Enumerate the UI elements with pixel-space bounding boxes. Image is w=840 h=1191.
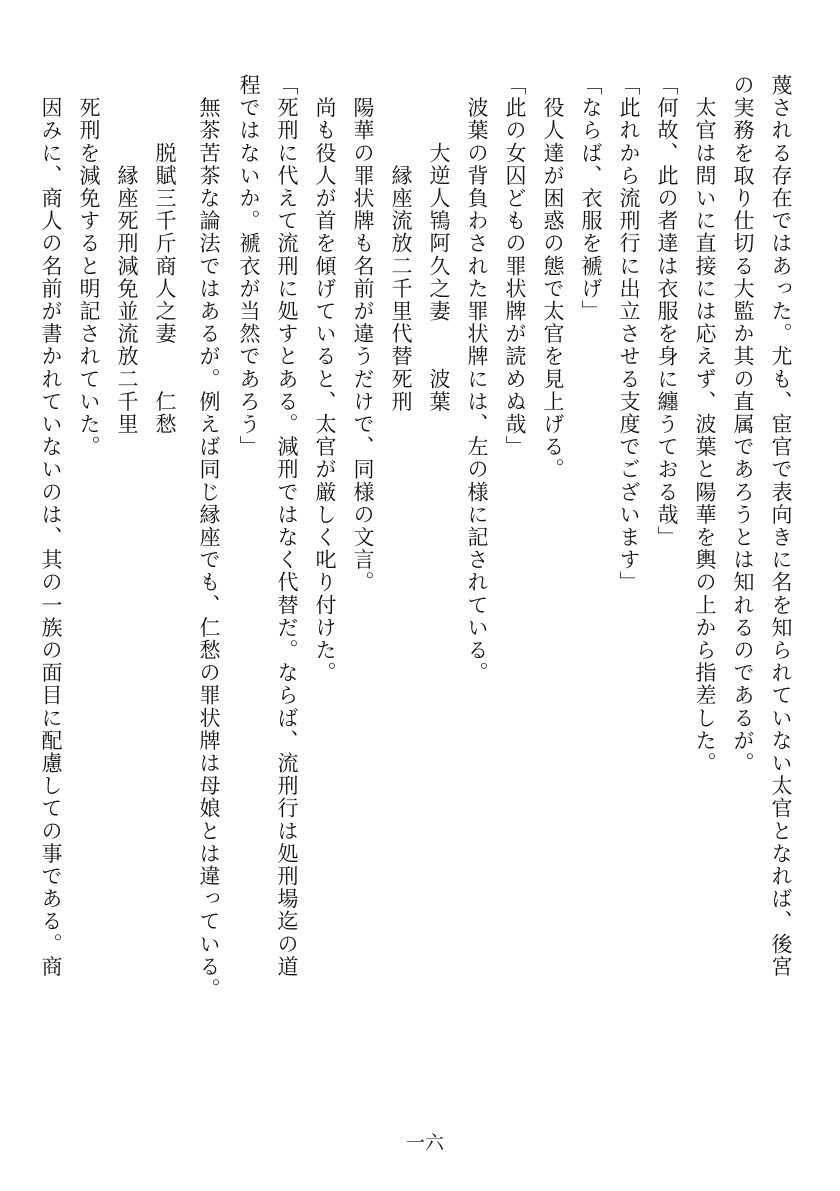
text-line: 程ではないか。褫衣が当然であろう」 xyxy=(237,74,261,459)
text-line: 役人達が困惑の態で太官を見上げる。 xyxy=(541,74,565,481)
text-line: 縁座死刑減免並流放二千里 xyxy=(115,74,139,436)
text-line: 「此れから流刑行に出立させる支度でございます」 xyxy=(617,74,641,594)
text-line: 「ならば、衣服を褫げ」 xyxy=(579,74,603,323)
text-line: 「死刑に代えて流刑に処すとある。減刑ではなく代替だ。ならば、流刑行は処刑場迄の道 xyxy=(275,74,299,978)
page-number: 一六 xyxy=(405,1132,444,1154)
text-line: 「此の女囚どもの罪状牌が読めぬ哉」 xyxy=(503,74,527,459)
text-line: 尚も役人が首を傾げていると、太官が厳しく叱り付けた。 xyxy=(313,74,337,685)
text-line: 大逆人鴇阿久之妻 波葉 xyxy=(427,74,451,413)
text-line: 「何故、此の者達は衣服を身に纏うておる哉」 xyxy=(655,74,679,549)
text-line: 死刑を減免すると明記されていた。 xyxy=(77,74,101,459)
text-line: 波葉の背負わされた罪状牌には、左の様に記されている。 xyxy=(465,74,489,685)
text-line: の実務を取り仕切る大監か其の直属であろうとは知れるのであるが。 xyxy=(731,74,755,775)
text-line: 陽華の罪状牌も名前が違うだけで、同様の文言。 xyxy=(351,74,375,594)
text-line: 太官は問いに直接には応えず、波葉と陽華を輿の上から指差した。 xyxy=(693,74,717,775)
text-line: 因みに、商人の名前が書かれていないのは、其の一族の面目に配慮しての事である。商 xyxy=(39,74,63,978)
text-line: 縁座流放二千里代替死刑 xyxy=(389,74,413,413)
text-line: 脱賦三千斤商人之妻 仁愁 xyxy=(153,74,177,436)
text-line: 無茶苦茶な論法ではあるが。例えば同じ縁座でも、仁愁の罪状牌は母娘とは違っている。 xyxy=(197,74,221,1001)
text-line: 蔑される存在ではあった。尤も、宦官で表向きに名を知られていない太官となれば、後宮 xyxy=(769,74,793,978)
